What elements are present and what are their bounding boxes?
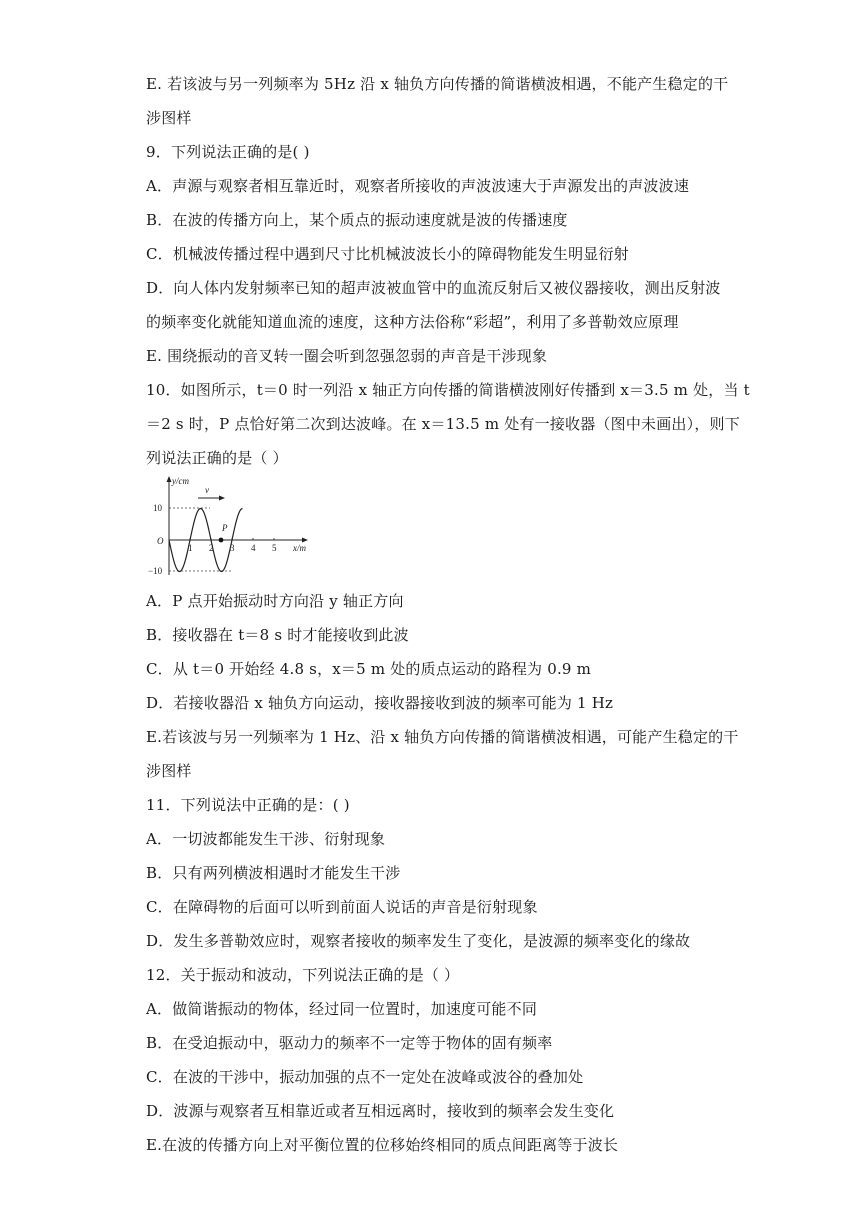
question-10-option-e-1: E.若该波与另一列频率为 1 Hz、沿 x 轴负方向传播的简谐横波相遇，可能产生稳定的干 [146,728,739,746]
question-9-option-d-2: 的频率变化就能知道血流的速度，这种方法俗称“彩超”，利用了多普勒效应原理 [146,313,679,331]
x-axis-arrow [302,538,308,543]
velocity-label: v [205,485,209,495]
question-11-option-d: D．发生多普勒效应时，观察者接收的频率发生了变化，是波源的频率变化的缘故 [146,932,691,950]
x-tick-2: 2 [209,543,214,553]
question-10-stem-2: ＝2 s 时，P 点恰好第二次到达波峰。在 x＝13.5 m 处有一接收器（图中未画出），则下 [146,415,740,433]
question-9-option-d-1: D．向人体内发射频率已知的超声波被血管中的血流反射后又被仪器接收，测出反射波 [146,279,721,297]
question-11-stem: 11．下列说法中正确的是：( ) [146,796,350,814]
origin-label: O [157,536,164,546]
x-tick-5: 5 [272,543,277,553]
question-9-option-b: B．在波的传播方向上，某个质点的振动速度就是波的传播速度 [146,211,568,229]
question-12-stem: 12．关于振动和波动，下列说法正确的是（ ） [146,966,460,984]
wave-figure [146,474,316,582]
question-10-stem-3: 列说法正确的是（ ） [146,449,288,467]
question-12-option-d: D．波源与观察者互相靠近或者互相远离时，接收到的频率会发生变化 [146,1102,615,1120]
y-tick-10: 10 [153,503,162,513]
question-10-option-a: A．P 点开始振动时方向沿 y 轴正方向 [146,592,404,610]
velocity-arrowhead [219,496,225,501]
y-axis-label: y/cm [172,476,189,486]
question-10-stem-1: 10．如图所示，t＝0 时一列沿 x 轴正方向传播的简谐横波刚好传播到 x＝3.5 m 处，当 t [146,381,750,399]
question-12-option-b: B．在受迫振动中，驱动力的频率不一定等于物体的固有频率 [146,1034,553,1052]
question-12-option-e: E.在波的传播方向上对平衡位置的位移始终相同的质点间距离等于波长 [146,1136,619,1154]
x-tick-3: 3 [230,543,235,553]
text-line-e8-2: 涉图样 [146,109,192,127]
question-12-option-c: C．在波的干涉中，振动加强的点不一定处在波峰或波谷的叠加处 [146,1068,584,1086]
y-tick-neg10: −10 [148,566,163,576]
question-9-option-c: C．机械波传播过程中遇到尺寸比机械波波长小的障碍物能发生明显衍射 [146,245,629,263]
question-12-option-a: A．做简谐振动的物体，经过同一位置时，加速度可能不同 [146,1000,538,1018]
x-axis-label: x/m [293,543,306,553]
question-11-option-a: A．一切波都能发生干涉、衍射现象 [146,830,386,848]
x-tick-4: 4 [251,543,256,553]
question-10-option-d: D．若接收器沿 x 轴负方向运动，接收器接收到波的频率可能为 1 Hz [146,694,614,712]
wave-graph [146,474,316,582]
point-p-marker [219,538,224,543]
x-tick-1: 1 [188,543,193,553]
question-10-option-b: B．接收器在 t＝8 s 时才能接收到此波 [146,626,409,644]
question-10-option-c: C．从 t＝0 开始经 4.8 s，x＝5 m 处的质点运动的路程为 0.9 m [146,660,592,678]
question-9-option-a: A．声源与观察者相互靠近时，观察者所接收的声波波速大于声源发出的声波波速 [146,177,690,195]
point-p-label: P [222,523,228,533]
text-line-e8-1: E. 若该波与另一列频率为 5Hz 沿 x 轴负方向传播的简谐横波相遇，不能产生稳定的干 [146,75,729,93]
question-10-option-e-2: 涉图样 [146,762,192,780]
question-9-option-e: E. 围绕振动的音叉转一圈会听到忽强忽弱的声音是干涉现象 [146,347,548,365]
question-11-option-c: C．在障碍物的后面可以听到前面人说话的声音是衍射现象 [146,898,538,916]
question-11-option-b: B．只有两列横波相遇时才能发生干涉 [146,864,401,882]
y-axis-arrow [167,476,172,482]
question-9-stem: 9．下列说法正确的是( ) [146,143,310,161]
